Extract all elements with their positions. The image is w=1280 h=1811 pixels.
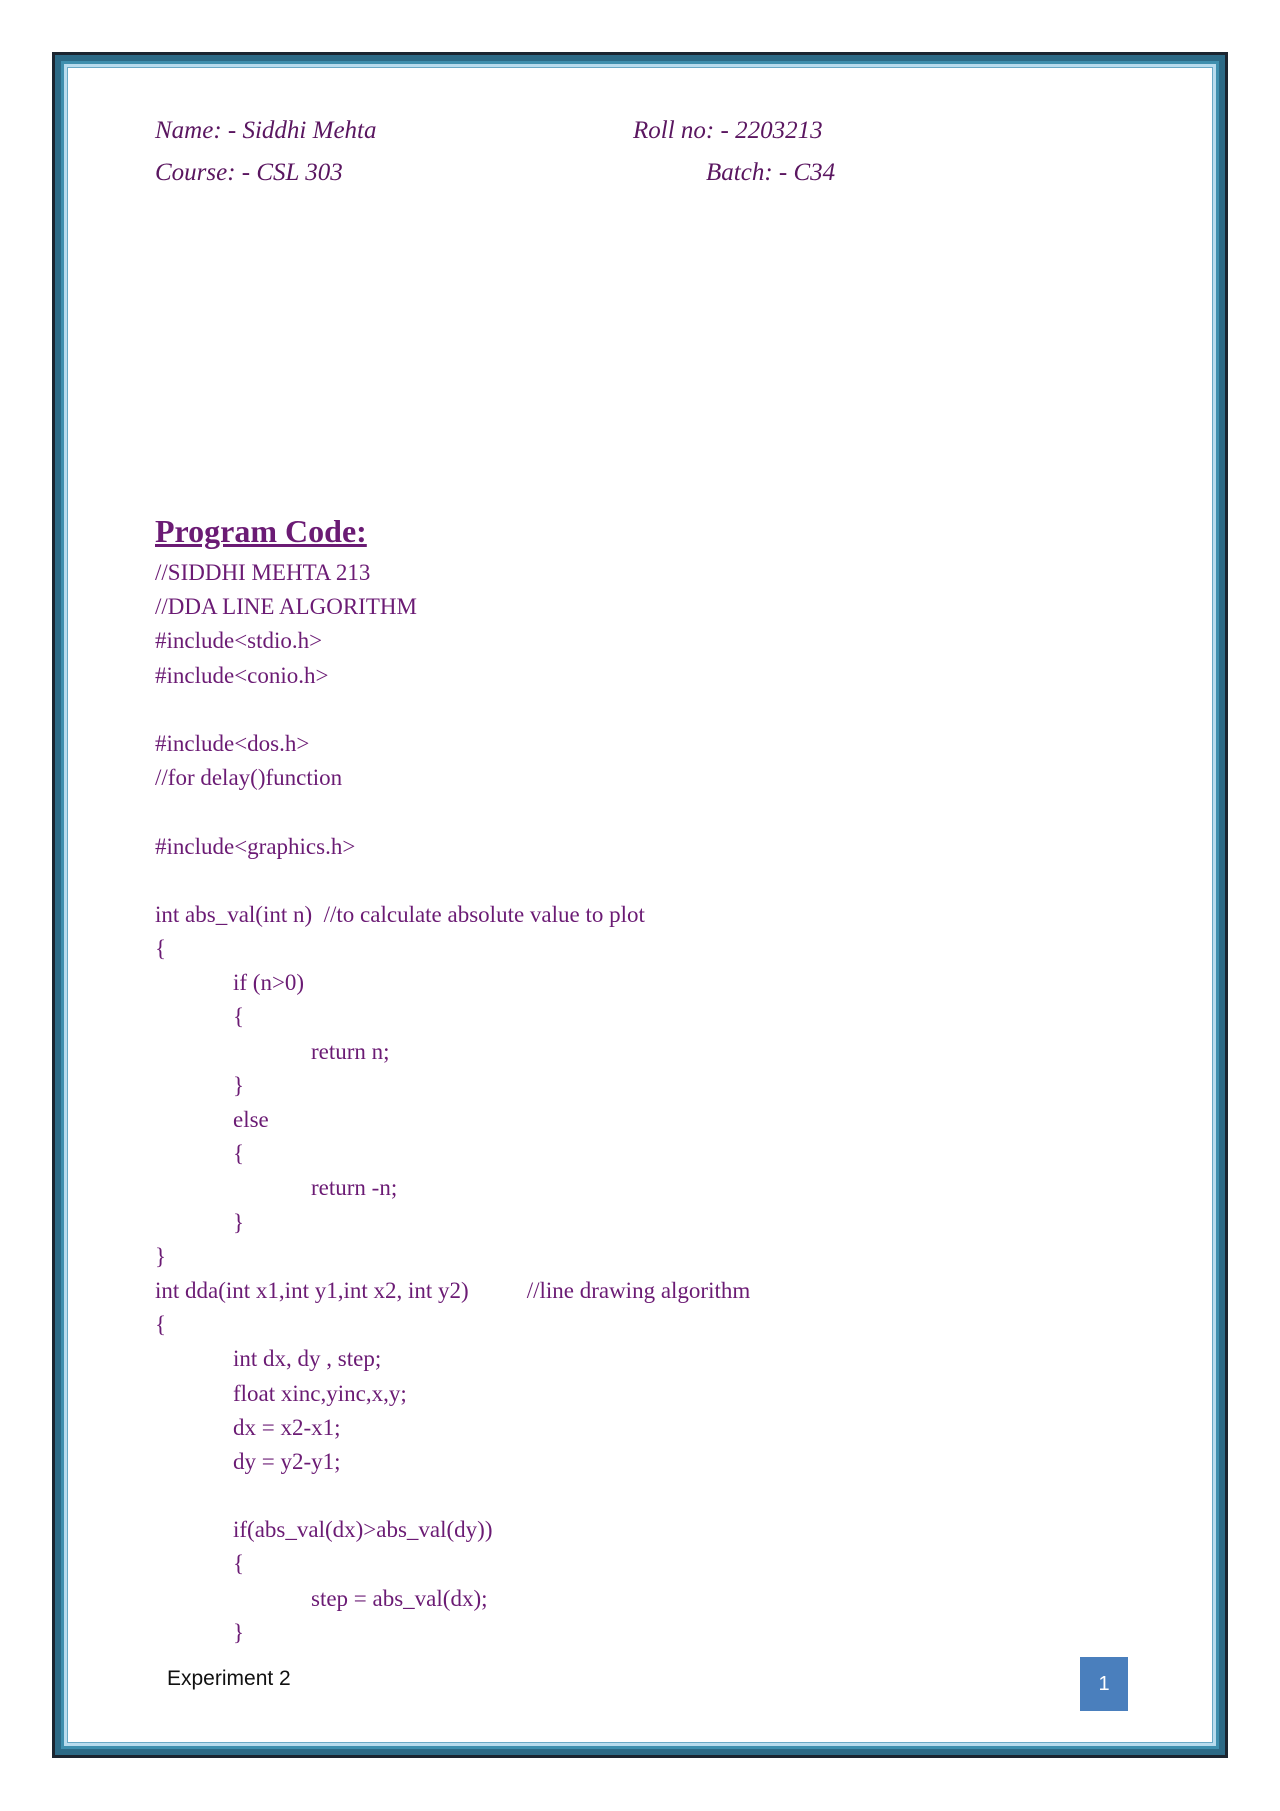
code-line [155,1616,750,1650]
code-line [155,1035,750,1069]
code-line [155,590,750,624]
code-line [155,1342,750,1376]
code-line [155,693,750,727]
code-line [155,624,750,658]
code-line-text: } [233,1209,245,1235]
code-line [155,727,750,761]
code-block [155,556,750,1650]
code-line-text: { [155,1312,167,1338]
code-line-text: dx = x2-x1; [233,1414,341,1440]
section-title: Program Code: [155,513,367,549]
code-line [155,932,750,966]
code-line-text: } [233,1619,245,1645]
code-line-text: float xinc,yinc,x,y; [233,1380,407,1406]
code-line-text: //DDA LINE ALGORITHM [155,594,417,620]
code-line-text: int dx, dy , step; [233,1346,382,1372]
code-line-text: #include<stdio.h> [155,628,323,654]
code-line-text: { [155,936,167,962]
code-line-text: { [233,1141,245,1167]
code-line [155,1582,750,1616]
code-line [155,966,750,1000]
code-line [155,1206,750,1240]
code-line-text: int abs_val(int n) //to calculate absolute value to plot [155,901,645,927]
code-line-text: dy = y2-y1; [233,1448,341,1474]
code-line-text: //for delay()function [155,765,343,791]
code-line-text: if(abs_val(dx)>abs_val(dy)) [233,1517,493,1543]
code-line-text: return -n; [311,1175,398,1201]
code-line [155,830,750,864]
code-line [155,1137,750,1171]
code-line [155,1000,750,1034]
batch-code: Batch: - C34 [706,159,836,186]
code-line-text: if (n>0) [233,970,305,996]
code-line [155,864,750,898]
code-line [155,898,750,932]
code-line [155,1069,750,1103]
code-line-text: else [233,1107,269,1132]
code-line [155,1103,750,1137]
code-line-text: #include<graphics.h> [155,833,356,859]
code-line [155,1274,750,1308]
code-line [155,1240,750,1274]
code-line [155,761,750,795]
code-line-text: //SIDDHI MEHTA 213 [155,560,371,585]
code-line [155,1411,750,1445]
page-number-badge: 1 [1080,1657,1128,1711]
student-name: Name: - Siddhi Mehta [155,117,377,144]
code-line [155,1308,750,1342]
code-line-text: } [155,1243,167,1269]
roll-number: Roll no: - 2203213 [633,117,823,144]
code-line [155,1377,750,1411]
code-line [155,556,750,590]
code-line [155,1171,750,1205]
code-line [155,795,750,829]
code-line [155,1547,750,1581]
code-line [155,1513,750,1547]
code-line-text: { [233,1551,245,1577]
code-line [155,659,750,693]
footer-experiment-label: Experiment 2 [167,1667,291,1690]
code-line-text: #include<dos.h> [155,730,310,756]
course-code: Course: - CSL 303 [155,159,343,186]
code-line-text: step = abs_val(dx); [311,1585,488,1611]
code-line-comment: //line drawing algorithm [526,1277,751,1303]
code-line [155,1445,750,1479]
code-line [155,1479,750,1513]
code-line-text: { [233,1004,245,1030]
code-line-text: #include<conio.h> [155,662,329,688]
code-line-text: int dda(int x1,int y1,int x2, int y2) [155,1277,469,1303]
code-line-text: return n; [311,1038,390,1064]
code-line-text: } [233,1072,245,1098]
